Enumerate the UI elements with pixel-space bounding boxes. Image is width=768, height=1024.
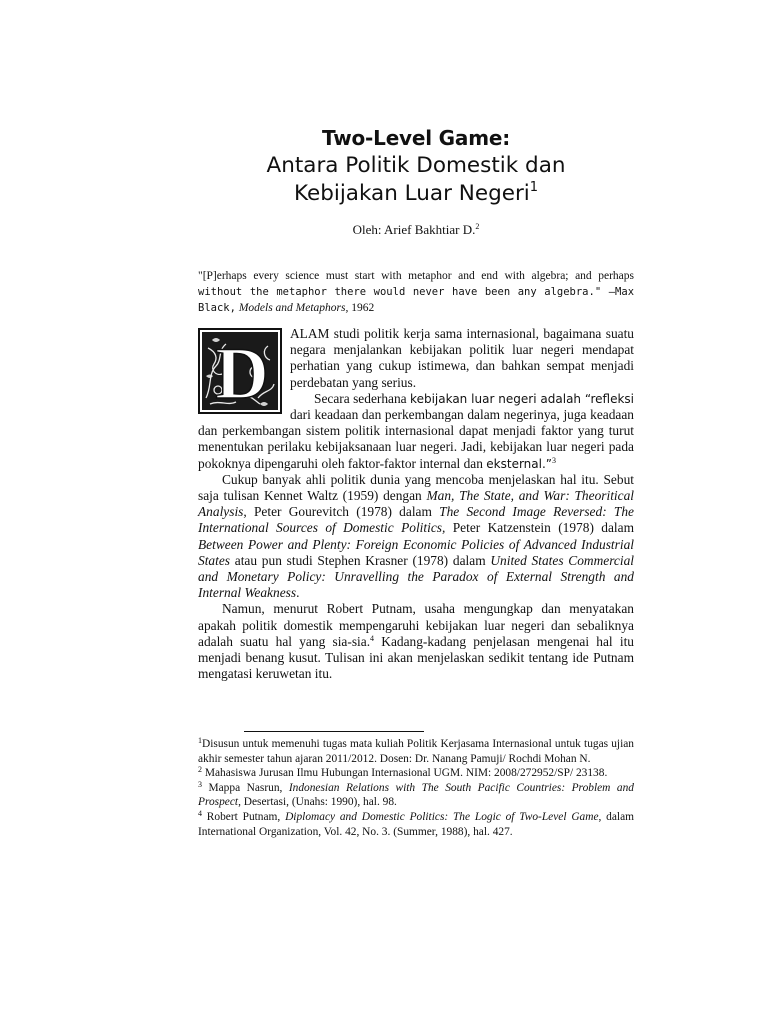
title-main: Two-Level Game: [321, 126, 510, 150]
paragraph-3-text-b: , Peter Gourevitch (1978) dalam [243, 504, 440, 520]
footnote-1-marker: 1 [198, 736, 202, 745]
paragraph-2-text-a: Secara sederhana [314, 390, 411, 406]
epigraph [198, 268, 634, 316]
subtitle-line-2: Kebijakan Luar Negeri [293, 181, 530, 206]
paragraph-3-text-e: . [296, 585, 300, 601]
subtitle-footnote-ref: 1 [529, 180, 539, 195]
footnote-2 [198, 766, 634, 781]
footnote-3-title: Indonesian Relations with The South Pacific Countries: Problem and Prospect [198, 781, 634, 809]
footnote-2-text: Mahasiswa Jurusan Ilmu Hubungan Internasional UGM. NIM: 2008/272952/SP/ 23138. [202, 767, 608, 780]
paragraph-2-text-d: eksternal.” [486, 456, 552, 471]
title-subtitle [198, 152, 634, 208]
footnote-4-title: Diplomacy and Domestic Politics: The Logic of Two-Level Game [285, 810, 599, 823]
paragraph-2-text-c: dari keadaan dan perkembangan dalam negerinya, juga keadaan dan perkembangan sistem politik internasional dapat menjadi faktor yang turut menentukan perilaku kebijaksanaan luar negeri. Jadi, kebijakan luar negeri pada pokoknya dipengaruhi oleh faktor-faktor internal dan [198, 407, 634, 471]
subtitle-line-1: Antara Politik Domestik dan [266, 153, 566, 178]
paragraph-2-text-b: kebijakan luar negeri adalah “refleksi [410, 391, 635, 406]
footnote-3-text-a: Mappa Nasrun, [202, 781, 289, 794]
footnote-1 [198, 737, 634, 766]
footnote-3-text-b: , Desertasi, (Unahs: 1990), hal. 98. [238, 796, 397, 809]
body-text [198, 326, 634, 682]
author-footnote-ref: 2 [475, 222, 480, 231]
paragraph-3 [198, 472, 634, 602]
footnote-separator [244, 731, 424, 732]
ornamental-dropcap [198, 328, 282, 414]
paragraph-4-text-a: Namun, menurut Robert Putnam, usaha mengungkap dan menyatakan apakah politik domestik mempengaruhi kebijakan luar negeri dan sebaliknya adalah suatu hal yang sia-sia. [198, 601, 634, 649]
author-text: Oleh: Arief Bakhtiar D. [352, 222, 476, 237]
paragraph-4-text-b: Kadang-kadang penjelasan mengenai hal itu menjadi benang kusut. Tulisan ini akan menjelaskan sedikit tentang ide Putnam mengatasi keruwetan itu. [198, 633, 634, 682]
footnote-4 [198, 810, 634, 839]
footnote-3-marker: 3 [198, 779, 202, 789]
cited-work-waltz: Man, The State, and War: Theoritical Analysis [198, 488, 634, 520]
dropcap-ornament-icon [198, 328, 282, 414]
footnote-4-marker: 4 [198, 808, 202, 818]
epigraph-source-title: Models and Metaphors, [238, 302, 349, 314]
paragraph-3-text-c: Peter Katzenstein (1978) dalam [445, 520, 634, 536]
cited-work-krasner: United States Commercial and Monetary Policy: Unravelling the Paradox of External Strength and Internal Weakness [198, 552, 634, 601]
paragraph-3-text-d: atau pun studi Stephen Krasner (1978) dalam [230, 552, 491, 568]
cited-work-katzenstein: Between Power and Plenty: Foreign Economic Policies of Advanced Industrial States [198, 536, 634, 568]
paragraph-4-footnote-ref: 4 [370, 633, 375, 643]
cited-work-gourevitch: The Second Image Reversed: The International Sources of Domestic Politics, [198, 504, 634, 536]
footnote-4-text-b: , dalam International Organization, Vol. 42, No. 3. (Summer, 1988), hal. 427. [198, 810, 635, 838]
footnote-3 [198, 781, 634, 810]
paragraph-1: ALAM studi politik kerja sama internasional, bagaimana suatu negara menjalankan kebijakan politik luar negeri mendapat perhatian yang cukup istimewa, dan bahkan sempat menjadi perdebatan yang serius. [290, 326, 634, 390]
epigraph-text-2: without the metaphor there would never have been any algebra." [198, 286, 602, 298]
footnote-2-marker: 2 [198, 765, 202, 775]
footnote-4-text-a: Robert Putnam, [202, 810, 286, 823]
epigraph-attribution: —Max Black, [198, 286, 635, 314]
paragraph-3-text-a: Cukup banyak ahli politik dunia yang mencoba menjelaskan hal itu. Sebut saja tulisan Kennet Waltz (1959) dengan [198, 471, 634, 504]
epigraph-year: 1962 [348, 302, 375, 314]
epigraph-text-1: "[P]erhaps every science must start with metaphor and end with algebra; and perhaps [198, 270, 634, 282]
paragraph-4 [198, 601, 634, 682]
dropcap-letter: D [215, 333, 269, 414]
footnote-1-text: Disusun untuk memenuhi tugas mata kuliah Politik Kerjasama Internasional untuk tugas ujian akhir semester tahun ajaran 2011/2012. Dosen: Dr. Nanang Pamuji/ Rochdi Mohan N. [198, 738, 634, 765]
footnotes [198, 737, 634, 839]
paragraph-2-footnote-ref: 3 [552, 455, 556, 465]
author-line [198, 222, 634, 238]
